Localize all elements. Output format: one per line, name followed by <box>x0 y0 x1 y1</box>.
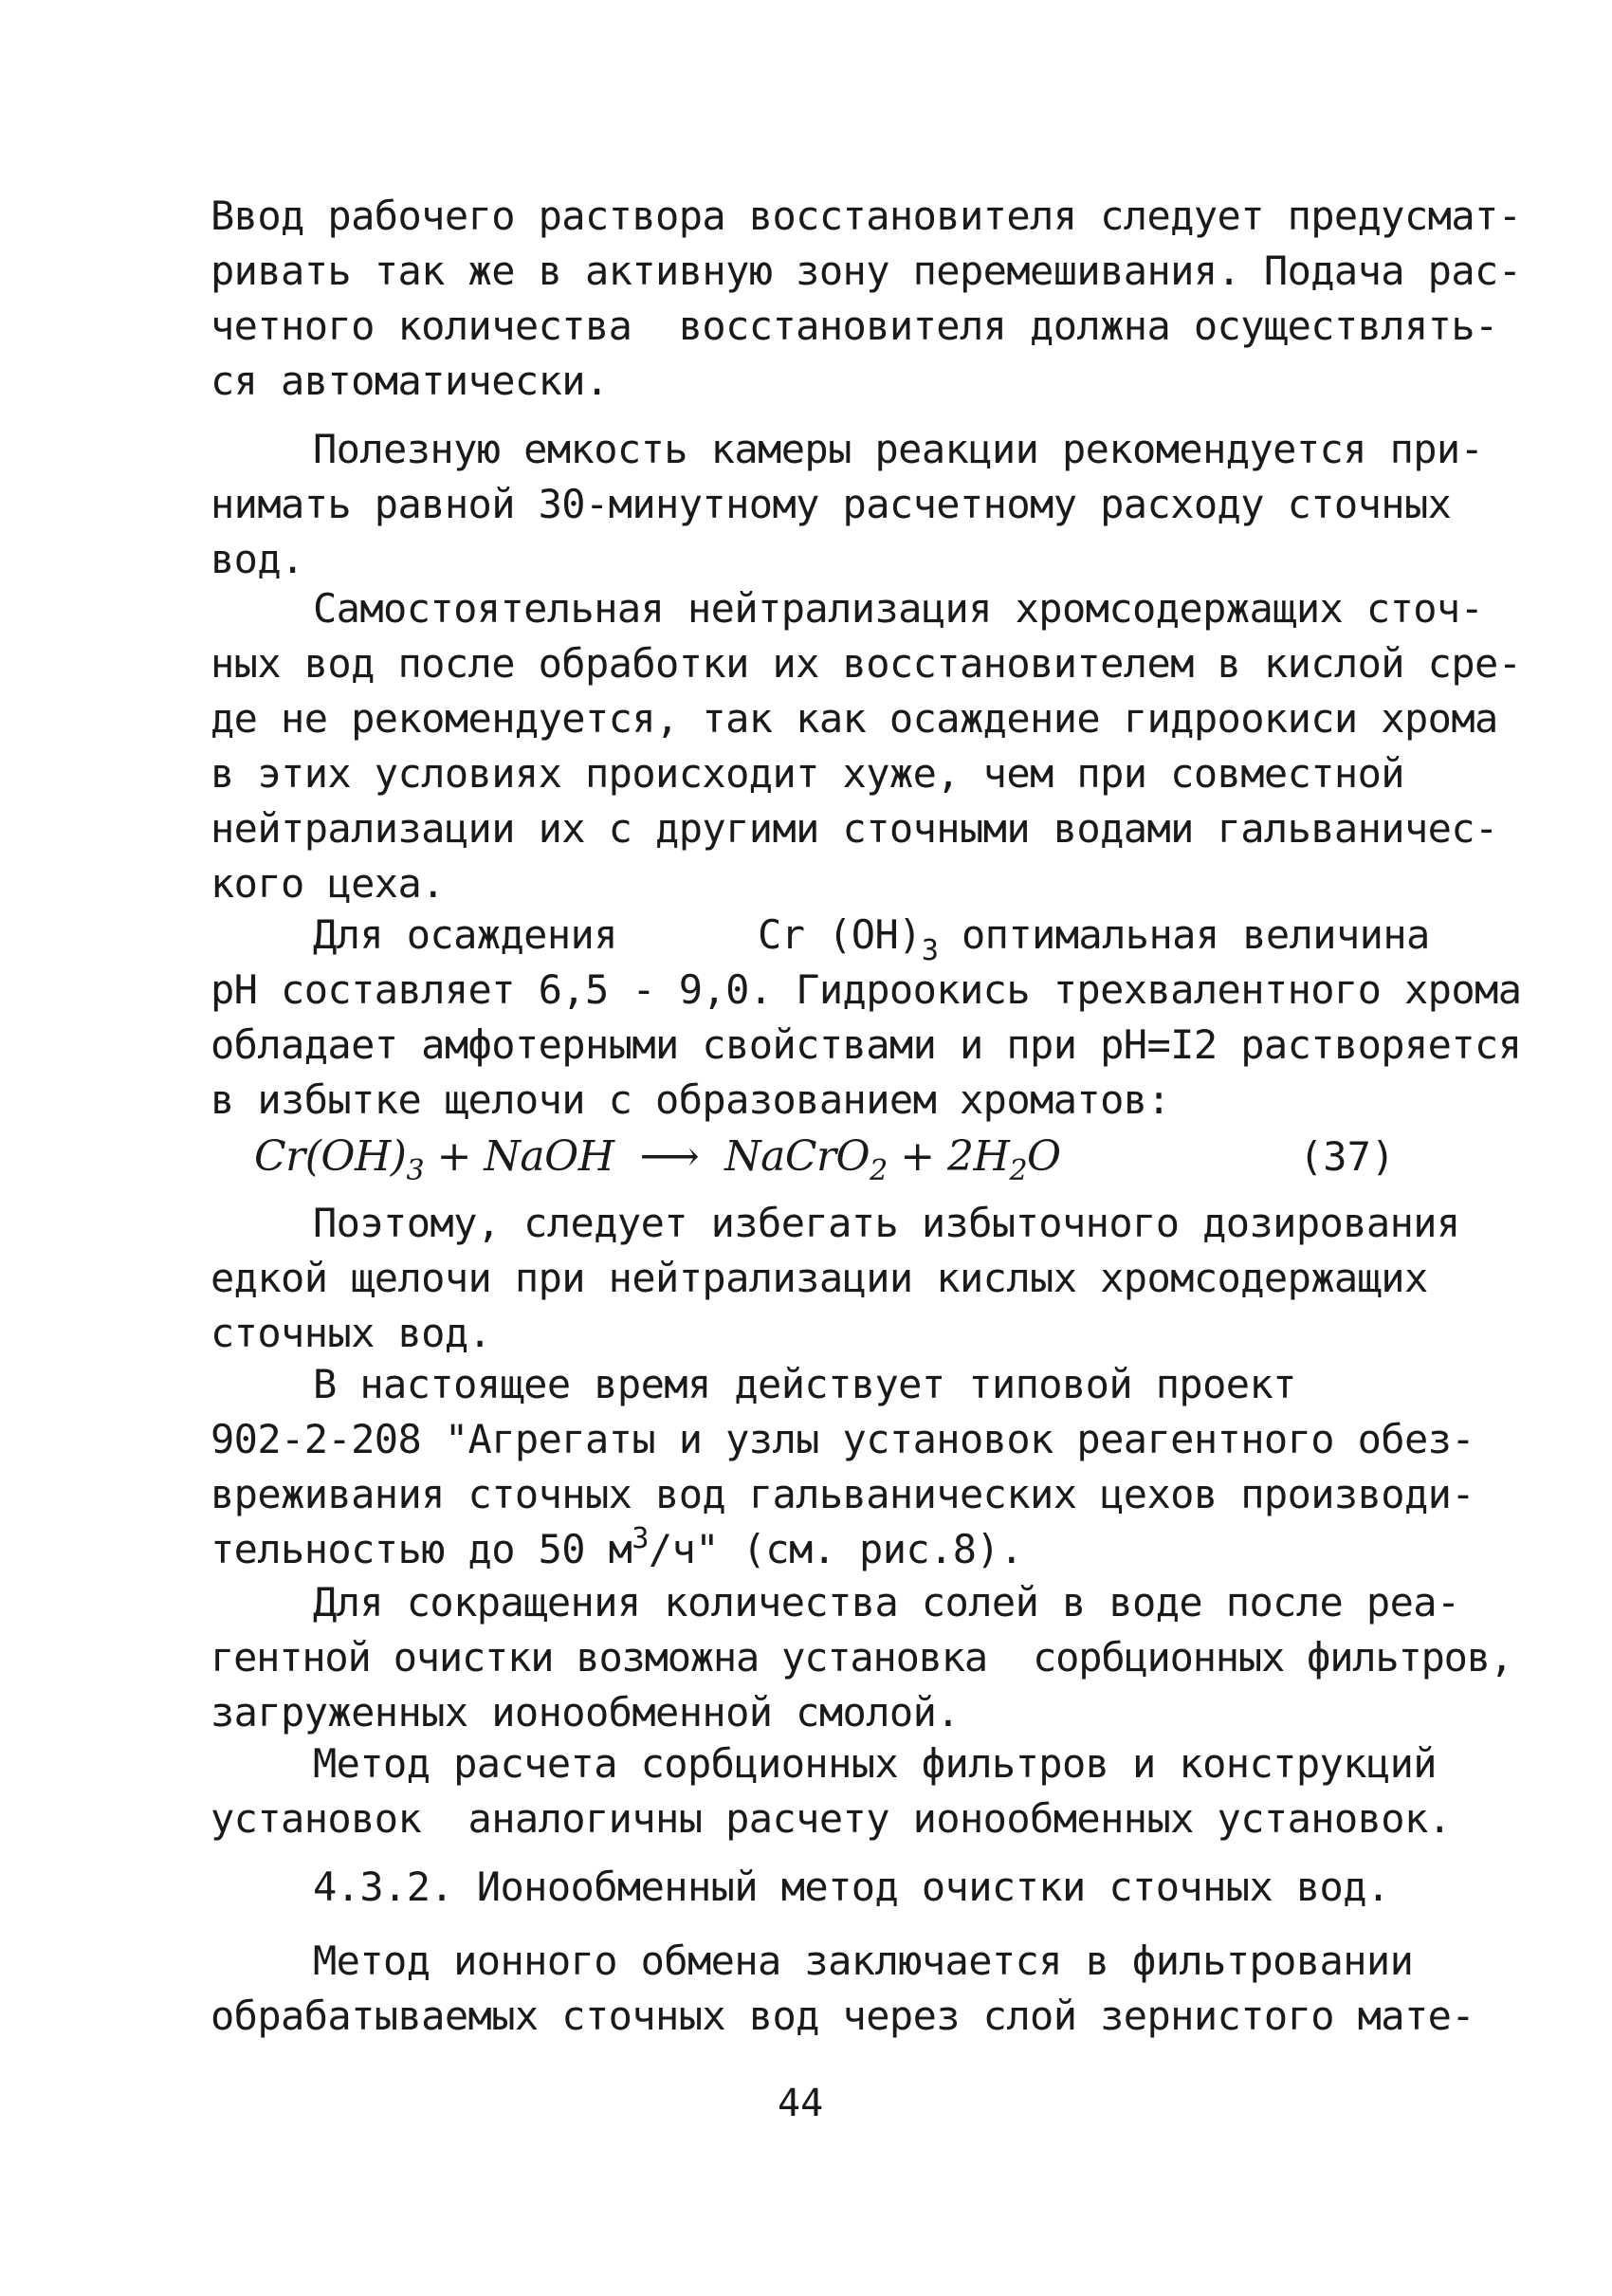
paragraph-1-line-3: четного количества восстановителя должна осуществлять- <box>211 303 1498 349</box>
paragraph-2-line-3: вод. <box>211 536 304 582</box>
chromium-hydroxide-subscript: 3 <box>921 934 939 967</box>
section-heading: 4.3.2. Ионообменный метод очистки сточных вод. <box>313 1864 1390 1910</box>
chemical-equation <box>254 1129 1061 1190</box>
paragraph-3-line-5: нейтрализации их с другими сточными водами гальваничес- <box>211 805 1498 852</box>
paragraph-4-line-1-end: оптимальная величина <box>938 911 1430 958</box>
equation-part-3: + 2H <box>887 1132 1010 1181</box>
paragraph-6-line-3: вреживания сточных вод гальванических цехов производи- <box>211 1471 1475 1517</box>
paragraph-6-line-4 <box>211 1523 1023 1581</box>
paragraph-3-line-1: Самостоятельная нейтрализация хромсодержащих сточ- <box>313 585 1484 632</box>
page-number: 44 <box>778 2082 824 2125</box>
paragraph-3-line-4: в этих условиях происходит хуже, чем при совместной <box>211 750 1404 797</box>
paragraph-4-line-2: pH составляет 6,5 - 9,0. Гидроокись трехвалентного хрома <box>211 966 1522 1013</box>
paragraph-1-line-4: ся автоматически. <box>211 358 609 404</box>
paragraph-5-line-1: Поэтому, следует избегать избыточного дозирования <box>313 1200 1460 1246</box>
paragraph-8-line-1: Метод расчета сорбционных фильтров и конструкций <box>313 1740 1437 1787</box>
paragraph-6-line-4-end: /ч" (см. рис.8). <box>648 1526 1023 1572</box>
paragraph-1-line-2: ривать так же в активную зону перемешивания. Подача рас- <box>211 248 1522 294</box>
paragraph-2-line-1: Полезную емкость камеры реакции рекомендуется при- <box>313 426 1484 472</box>
equation-part-4: O <box>1027 1132 1061 1181</box>
paragraph-5-line-3: сточных вод. <box>211 1310 492 1356</box>
paragraph-5-line-2: едкой щелочи при нейтрализации кислых хромсодержащих <box>211 1255 1428 1301</box>
paragraph-6-line-4-start: тельностью до 50 м <box>211 1526 632 1572</box>
paragraph-9-line-1: Метод ионного обмена заключается в фильтровании <box>313 1938 1414 1984</box>
paragraph-4-line-1 <box>313 909 1430 966</box>
equation-subscript-3: 2 <box>1009 1154 1028 1187</box>
equation-number: (37) <box>1299 1133 1396 1180</box>
equation-subscript-1: 3 <box>406 1154 425 1187</box>
paragraph-6-line-1: В настоящее время действует типовой проект <box>313 1361 1296 1407</box>
paragraph-7-line-2: гентной очистки возможна установка сорбционных фильтров, <box>211 1634 1512 1681</box>
paragraph-2-line-2: нимать равной 30-минутному расчетному расходу сточных <box>211 481 1452 527</box>
paragraph-3-line-6: кого цеха. <box>211 860 445 907</box>
cubic-superscript: 3 <box>632 1522 649 1555</box>
paragraph-7-line-1: Для сокращения количества солей в воде после реа- <box>313 1579 1460 1626</box>
paragraph-4-line-4: в избытке щелочи с образованием хроматов: <box>211 1076 1171 1123</box>
paragraph-1-line-1: Ввод рабочего раствора восстановителя следует предусмат- <box>211 193 1522 239</box>
paragraph-6-line-2: 902-2-208 "Агрегаты и узлы установок реагентного обез- <box>211 1416 1475 1462</box>
equation-subscript-2: 2 <box>870 1154 888 1187</box>
paragraph-4-line-1-start: Для осаждения Cr (OH) <box>313 911 922 958</box>
equation-part-1: Cr(OH) <box>254 1132 407 1181</box>
paragraph-9-line-2: обрабатываемых сточных вод через слой зернистого мате- <box>211 1993 1475 2039</box>
paragraph-7-line-3: загруженных ионообменной смолой. <box>211 1689 960 1736</box>
paragraph-3-line-2: ных вод после обработки их восстановителем в кислой сре- <box>211 640 1522 687</box>
paragraph-8-line-2: установок аналогичны расчету ионообменных установок. <box>211 1795 1452 1842</box>
paragraph-4-line-3: обладает амфотерными свойствами и при pH=I2 растворяется <box>211 1021 1522 1068</box>
paragraph-3-line-3: де не рекомендуется, так как осаждение гидроокиси хрома <box>211 695 1498 742</box>
equation-part-2: + NaOH ⟶ NaCrO <box>424 1132 870 1181</box>
